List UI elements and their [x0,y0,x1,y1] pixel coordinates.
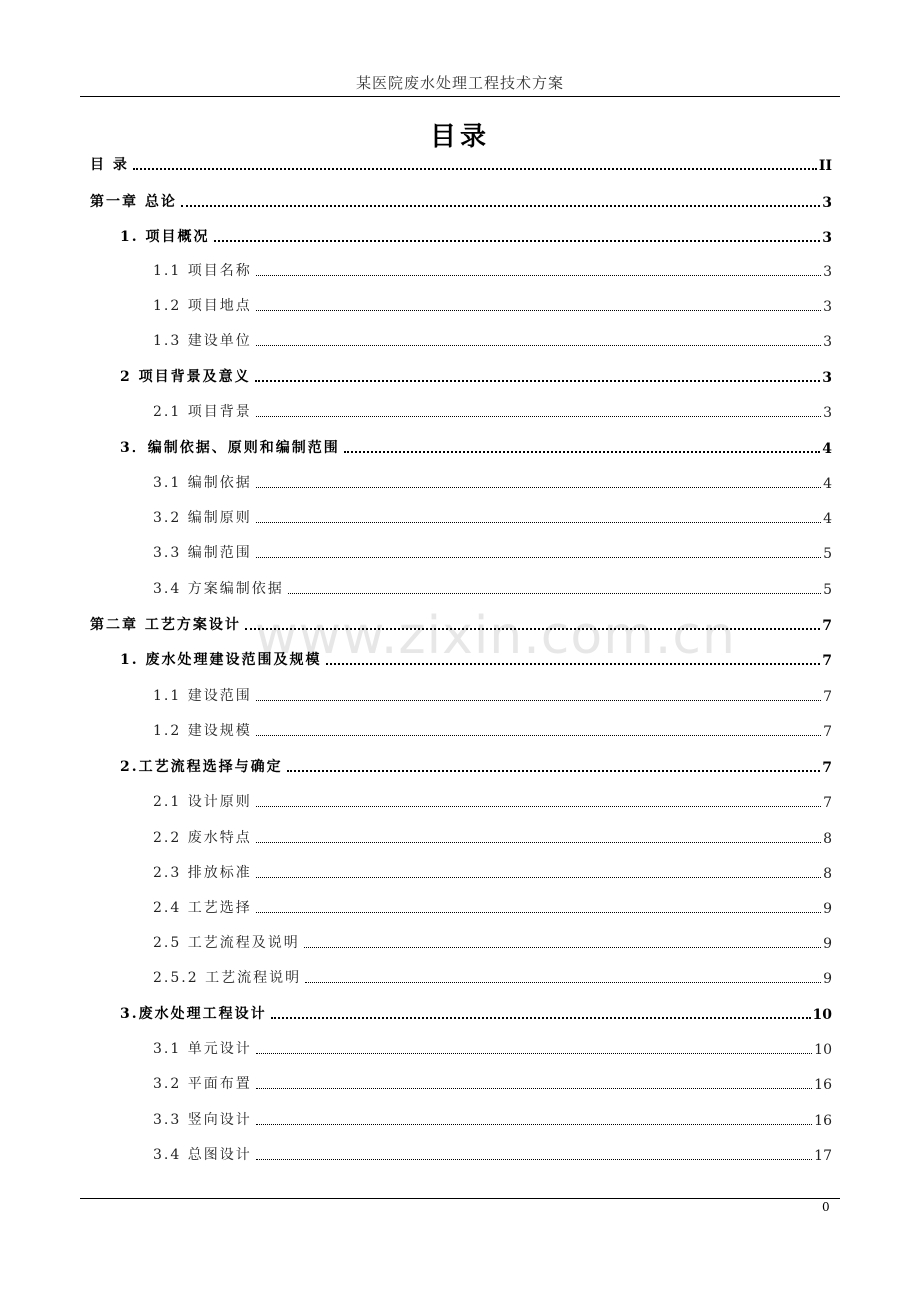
toc-leader-dots [287,770,821,772]
toc-entry-label: 3．编制依据、原则和编制范围 [120,440,340,456]
toc-entry-page: 9 [823,901,832,917]
toc-leader-dots [245,628,820,630]
toc-leader-dots [256,1159,812,1160]
toc-leader-dots [256,522,821,523]
toc-leader-dots [256,310,821,311]
toc-leader-dots [256,1124,812,1125]
toc-entry-page: 3 [823,264,832,280]
toc-entry-page: 7 [822,760,832,776]
toc-entry[interactable] [90,612,832,634]
toc-entry[interactable] [153,789,832,811]
toc-entry-label: 1. 项目概况 [120,229,210,245]
toc-entry-label: 3.2 平面布置 [153,1076,252,1092]
toc-entry-page: 4 [822,441,832,457]
toc-leader-dots [256,1088,812,1089]
page-title: 目录 [429,122,490,152]
toc-entry[interactable] [90,152,832,174]
toc-entry-page: 5 [823,546,832,562]
toc-leader-dots [256,806,821,807]
toc-entry[interactable] [153,683,832,705]
toc-entry[interactable] [153,930,832,952]
toc-entry-page: 3 [822,370,832,386]
toc-entry-label: 2.4 工艺选择 [153,900,252,916]
toc-entry-label: 第一章 总论 [90,194,177,210]
toc-leader-dots [256,557,821,558]
toc-entry-label: 2.2 废水特点 [153,830,252,846]
toc-leader-dots [256,487,821,488]
toc-entry-page: 3 [823,299,832,315]
toc-leader-dots [256,416,821,417]
watermark: www.zixin.com.cn [255,606,736,666]
toc-entry-page: 4 [823,511,832,527]
toc-entry-page: 3 [822,195,832,211]
toc-entry[interactable] [153,860,832,882]
toc-entry-label: 3.3 编制范围 [153,545,252,561]
toc-leader-dots [255,380,821,382]
toc-entry-page: 7 [822,618,832,634]
toc-entry[interactable] [153,505,832,527]
toc-entry-label: 1.1 建设范围 [153,688,252,704]
toc-leader-dots [133,168,817,170]
toc-leader-dots [326,663,821,665]
toc-leader-dots [344,451,821,453]
toc-entry[interactable] [120,1001,832,1023]
toc-entry-label: 2.3 排放标准 [153,865,252,881]
toc-entry-page: 9 [823,936,832,952]
toc-leader-dots [256,700,821,701]
toc-entry-page: 7 [823,795,832,811]
toc-entry-label: 3.废水处理工程设计 [120,1006,267,1022]
toc-entry[interactable] [120,224,832,246]
toc-leader-dots [256,1053,812,1054]
toc-entry-label: 1.3 建设单位 [153,333,252,349]
toc-entry-label: 1. 废水处理建设范围及规模 [120,652,322,668]
toc-entry[interactable] [153,1107,832,1129]
toc-leader-dots [256,842,821,843]
toc-entry-label: 3.1 编制依据 [153,475,252,491]
toc-leader-dots [181,205,820,207]
toc-entry-label: 目 录 [90,157,129,173]
toc-entry[interactable] [120,435,832,457]
toc-entry[interactable] [153,576,832,598]
toc-entry-label: 2.5.2 工艺流程说明 [153,970,302,986]
toc-entry-page: 10 [812,1007,832,1023]
toc-entry-page: 7 [823,724,832,740]
toc-entry[interactable] [153,825,832,847]
toc-entry[interactable] [90,189,832,211]
toc-entry[interactable] [153,965,832,987]
toc-entry-page: II [818,158,832,174]
toc-entry-page: 7 [823,689,832,705]
toc-entry[interactable] [153,399,832,421]
toc-entry-label: 2.工艺流程选择与确定 [120,759,283,775]
toc-entry-label: 3.1 单元设计 [153,1041,252,1057]
toc-entry-page: 3 [822,230,832,246]
toc-leader-dots [256,735,821,736]
toc-leader-dots [256,275,821,276]
toc-leader-dots [304,947,821,948]
toc-leader-dots [305,982,821,983]
toc-entry-label: 1.2 项目地点 [153,298,252,314]
toc-entry-label: 1.2 建设规模 [153,723,252,739]
toc-entry[interactable] [153,293,832,315]
toc-entry-page: 10 [814,1042,832,1058]
toc-entry-page: 4 [823,476,832,492]
toc-entry[interactable] [153,718,832,740]
toc-entry[interactable] [153,328,832,350]
toc-entry[interactable] [153,1142,832,1164]
toc-entry-label: 2.1 设计原则 [153,794,252,810]
toc-leader-dots [214,240,821,242]
toc-entry-label: 3.2 编制原则 [153,510,252,526]
toc-entry-label: 2.5 工艺流程及说明 [153,935,300,951]
toc-entry-page: 9 [823,971,832,987]
toc-leader-dots [256,877,821,878]
toc-entry[interactable] [153,540,832,562]
toc-entry-label: 2 项目背景及意义 [120,369,251,385]
toc-entry-page: 16 [814,1077,832,1093]
header-rule [80,96,840,97]
toc-entry[interactable] [120,754,832,776]
toc-entry-label: 第二章 工艺方案设计 [90,617,241,633]
toc-entry-page: 17 [814,1148,832,1164]
footer-rule [80,1198,840,1199]
toc-entry[interactable] [153,258,832,280]
toc-leader-dots [256,345,821,346]
toc-entry[interactable] [153,895,832,917]
toc-entry[interactable] [153,470,832,492]
toc-entry-page: 16 [814,1113,832,1129]
toc-entry[interactable] [153,1071,832,1093]
toc-leader-dots [256,912,821,913]
toc-entry-label: 2.1 项目背景 [153,404,252,420]
toc-leader-dots [271,1017,811,1019]
toc-entry[interactable] [153,1036,832,1058]
toc-entry-label: 3.3 竖向设计 [153,1112,252,1128]
toc-entry-page: 7 [822,653,832,669]
toc-entry-page: 8 [823,866,832,882]
footer-page-number: 0 [822,1200,830,1214]
toc-entry-label: 3.4 总图设计 [153,1147,252,1163]
toc-leader-dots [288,593,821,594]
toc-entry-page: 3 [823,334,832,350]
toc-entry-page: 3 [823,405,832,421]
toc-entry-page: 5 [823,582,832,598]
toc-entry[interactable] [120,647,832,669]
toc-entry[interactable] [120,364,832,386]
running-header: 某医院废水处理工程技术方案 [355,74,564,92]
toc-entry-page: 8 [823,831,832,847]
toc-entry-label: 3.4 方案编制依据 [153,581,284,597]
toc-entry-label: 1.1 项目名称 [153,263,252,279]
